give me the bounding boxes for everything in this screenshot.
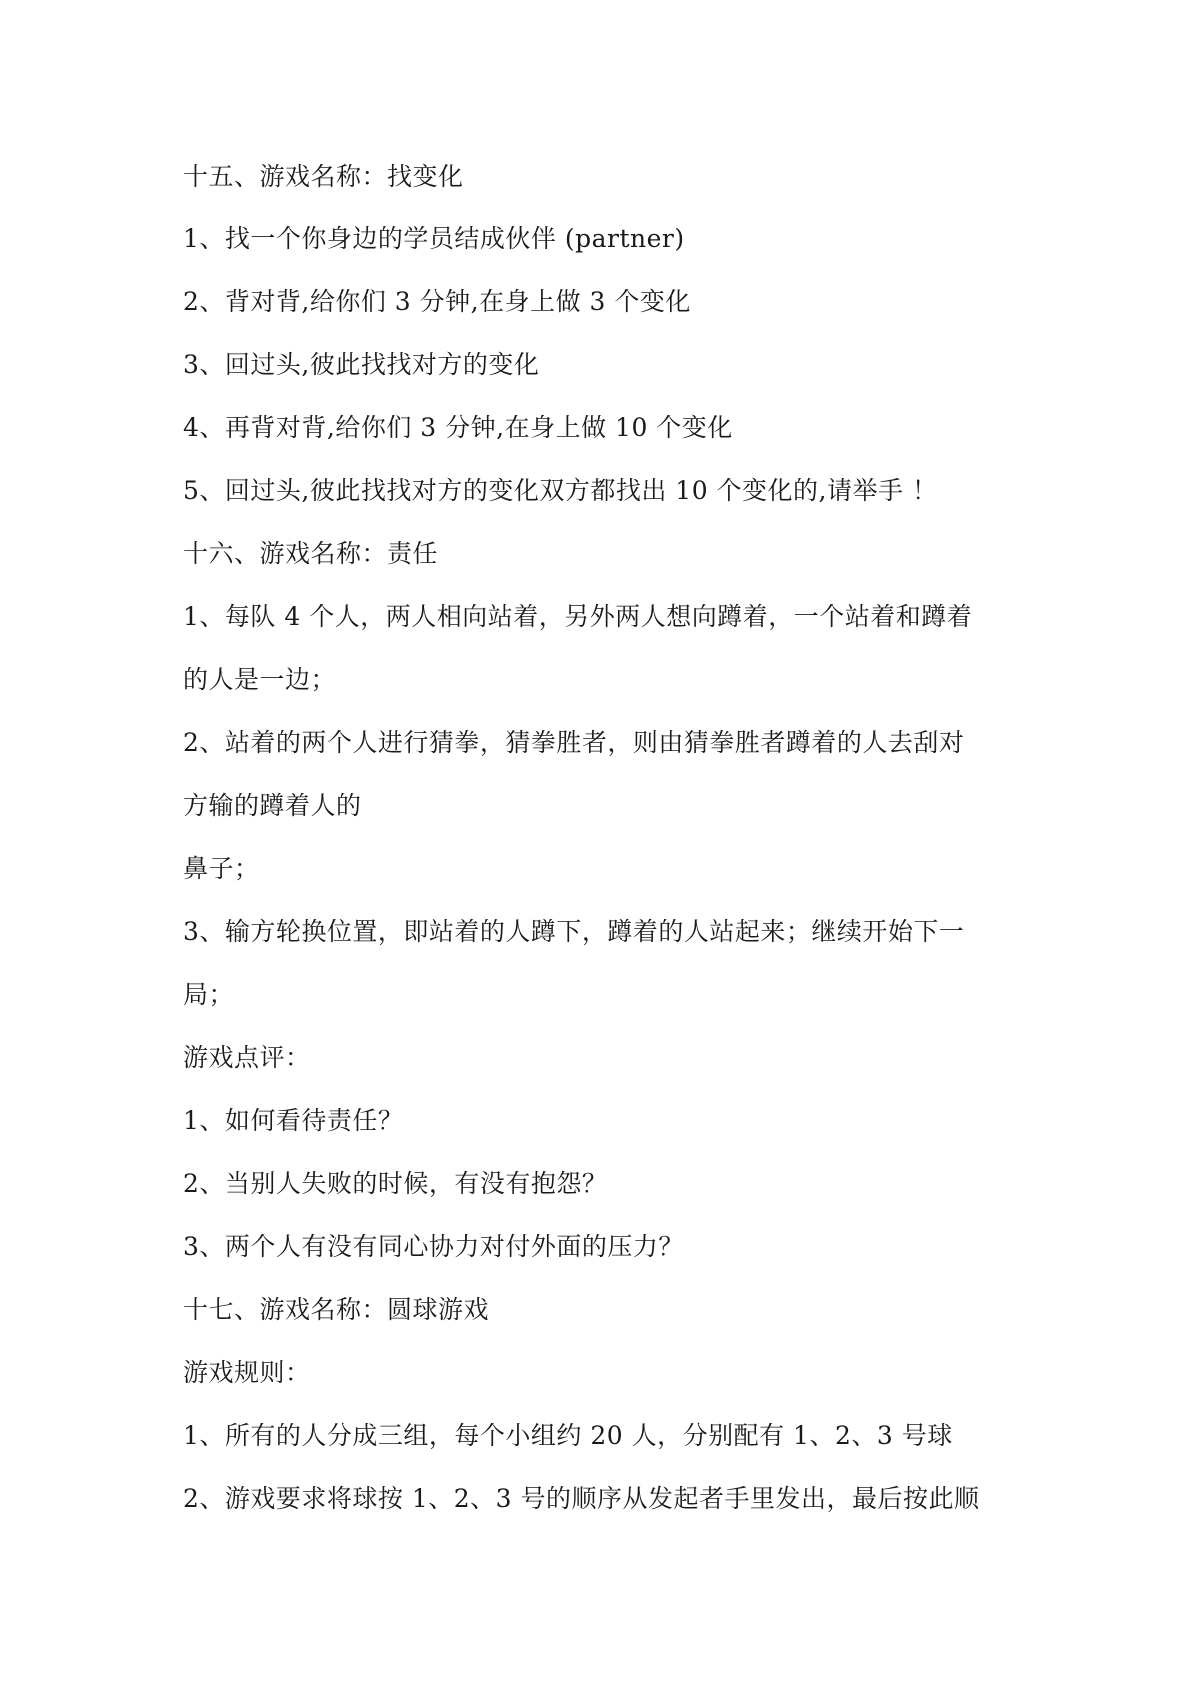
paragraph-line: 1、每队 4 个人，两人相向站着，另外两人想向蹲着，一个站着和蹲着: [183, 602, 973, 631]
paragraph-line: 局；: [183, 980, 235, 1009]
paragraph-line: 2、站着的两个人进行猜拳，猜拳胜者，则由猜拳胜者蹲着的人去刮对: [183, 728, 965, 757]
paragraph-line: 2、游戏要求将球按 1、2、3 号的顺序从发起者手里发出，最后按此顺: [183, 1484, 980, 1513]
paragraph-line: 3、两个人有没有同心协力对付外面的压力？: [183, 1232, 684, 1261]
paragraph-line: 的人是一边；: [183, 665, 337, 694]
subheading-game-rules: 游戏规则：: [183, 1358, 311, 1387]
paragraph-line: 方输的蹲着人的: [183, 791, 362, 820]
paragraph-line: 3、输方轮换位置，即站着的人蹲下，蹲着的人站起来；继续开始下一: [183, 917, 965, 946]
section-heading-17: 十七、游戏名称：圆球游戏: [183, 1295, 490, 1324]
paragraph-line: 2、背对背,给你们 3 分钟,在身上做 3 个变化: [183, 287, 691, 316]
paragraph-line: 4、再背对背,给你们 3 分钟,在身上做 10 个变化: [183, 413, 733, 442]
paragraph-line: 1、如何看待责任？: [183, 1106, 404, 1135]
subheading-game-review: 游戏点评：: [183, 1043, 311, 1072]
paragraph-line: 2、当别人失败的时候，有没有抱怨？: [183, 1169, 608, 1198]
section-heading-16: 十六、游戏名称：责任: [183, 539, 439, 568]
paragraph-line: 1、找一个你身边的学员结成伙伴 (partner): [183, 224, 685, 253]
paragraph-line: 3、回过头,彼此找找对方的变化: [183, 350, 540, 379]
paragraph-line: 5、回过头,彼此找找对方的变化双方都找出 10 个变化的,请举手 ！: [183, 476, 938, 505]
paragraph-line: 1、所有的人分成三组，每个小组约 20 人，分别配有 1、2、3 号球: [183, 1421, 953, 1450]
paragraph-line: 鼻子；: [183, 854, 260, 883]
section-heading-15: 十五、游戏名称：找变化: [183, 162, 464, 191]
